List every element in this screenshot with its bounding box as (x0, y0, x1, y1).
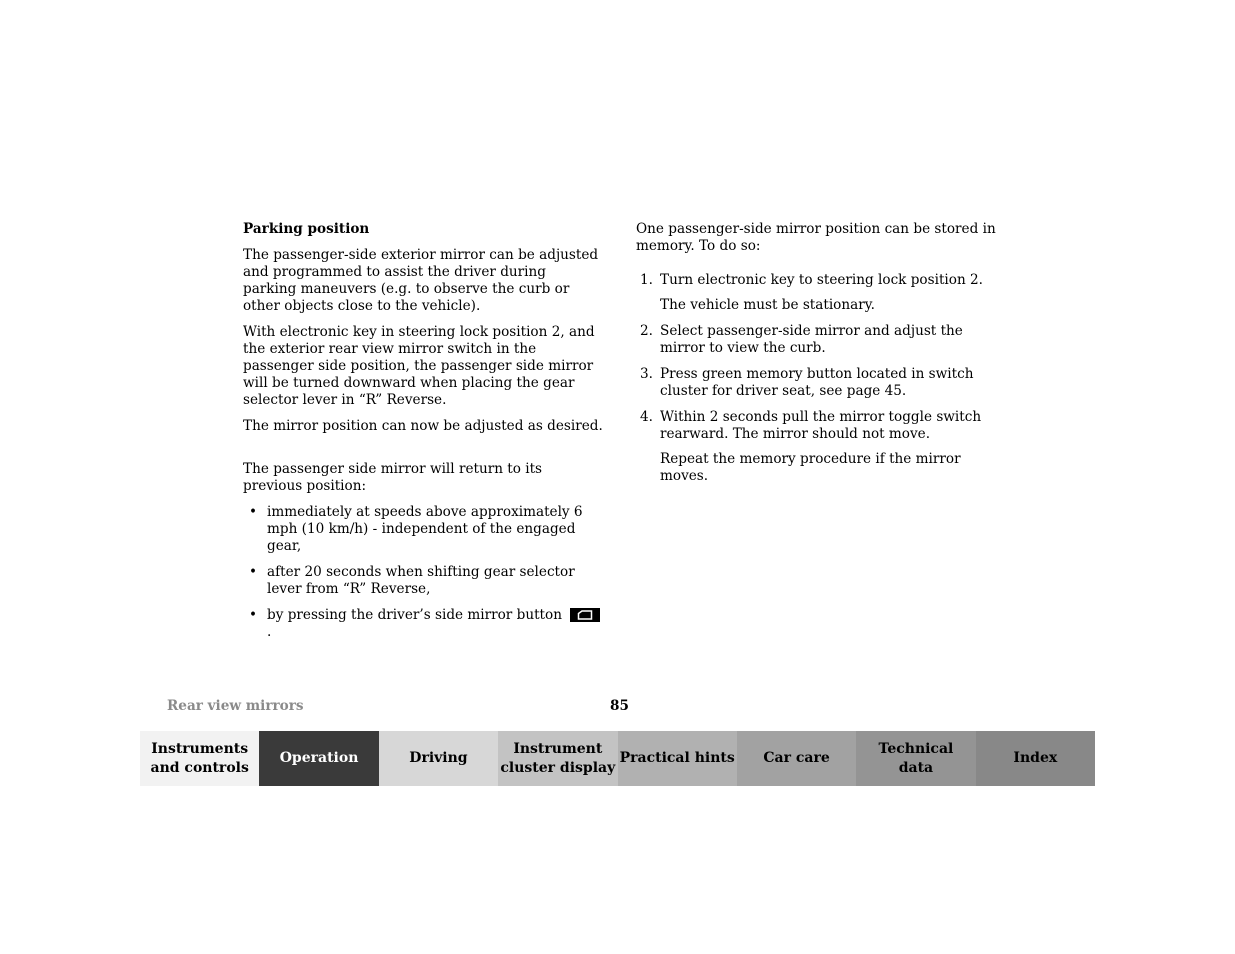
step-number: 4. (640, 409, 653, 425)
step-item (636, 323, 1006, 357)
list-item (243, 564, 603, 598)
tab-index[interactable] (976, 731, 1095, 786)
tab-label: Instrument cluster display (500, 740, 616, 776)
mirror-button-icon (570, 608, 600, 622)
tab-car-care[interactable] (737, 731, 856, 786)
paragraph-memory-intro: One passenger-side mirror position can be stored in memory. To do so: (636, 221, 996, 254)
step-text: Press green memory button located in switch cluster for driver seat, see page 45. (660, 366, 974, 399)
step-text: Turn electronic key to steering lock position 2. (660, 272, 983, 288)
footer-section-title: Rear view mirrors (167, 698, 304, 714)
list-item-text: by pressing the driver’s side mirror button (267, 607, 562, 623)
step-item (636, 409, 1006, 485)
tab-practical-hints[interactable] (618, 731, 737, 786)
tab-label: Car care (763, 750, 830, 766)
tab-instrument-cluster-display[interactable] (498, 731, 617, 786)
list-item-text: immediately at speeds above approximately 6 mph (10 km/h) - independent of the engaged gear, (267, 504, 583, 554)
tab-label: Practical hints (619, 750, 735, 766)
list-item (243, 504, 603, 555)
step-number: 2. (640, 323, 653, 339)
step-number: 3. (640, 366, 653, 382)
paragraph-intro: The passenger-side exterior mirror can be adjusted and programmed to assist the driver during parking maneuvers (e.g. to observe the curb or other objects close to the vehicle). (243, 247, 599, 314)
return-conditions-list (243, 504, 603, 641)
bullet-marker: • (249, 607, 258, 623)
bullet-marker: • (249, 564, 258, 580)
tab-label: Instruments and controls (150, 740, 249, 776)
paragraph-adjust: The mirror position can now be adjusted as desired. (243, 418, 603, 434)
step-item (636, 366, 1006, 400)
list-item-text: after 20 seconds when shifting gear selector lever from “R” Reverse, (267, 564, 575, 597)
page-number: 85 (610, 698, 629, 714)
tab-technical-data[interactable] (856, 731, 975, 786)
step-text: Select passenger-side mirror and adjust the mirror to view the curb. (660, 323, 963, 356)
section-tab-bar (140, 731, 1095, 786)
tab-driving[interactable] (379, 731, 498, 786)
step-item (636, 272, 1006, 314)
right-column (636, 221, 1006, 494)
tab-label: Driving (409, 750, 468, 766)
tab-label: Operation (279, 750, 359, 766)
section-heading: Parking position (243, 221, 370, 237)
step-note: The vehicle must be stationary. (660, 297, 875, 313)
bullet-marker: • (249, 504, 258, 520)
sentence-period: . (267, 624, 272, 640)
left-column (243, 221, 603, 650)
paragraph-return: The passenger side mirror will return to its previous position: (243, 461, 543, 494)
tab-label: Index (1013, 750, 1058, 766)
tab-operation[interactable] (259, 731, 378, 786)
tab-label: Technical data (878, 740, 954, 776)
step-note: Repeat the memory procedure if the mirror moves. (660, 451, 961, 484)
tab-instruments-and-controls[interactable] (140, 731, 259, 786)
list-item (243, 607, 603, 641)
step-number: 1. (640, 272, 653, 288)
step-text: Within 2 seconds pull the mirror toggle switch rearward. The mirror should not move. (660, 409, 982, 442)
memory-steps-list (636, 272, 1006, 485)
paragraph-steering-lock: With electronic key in steering lock position 2, and the exterior rear view mirror switch in the passenger side position, the passenger side mirror will be turned downward when placing the gear selector lever in “R” Reverse. (243, 324, 595, 408)
